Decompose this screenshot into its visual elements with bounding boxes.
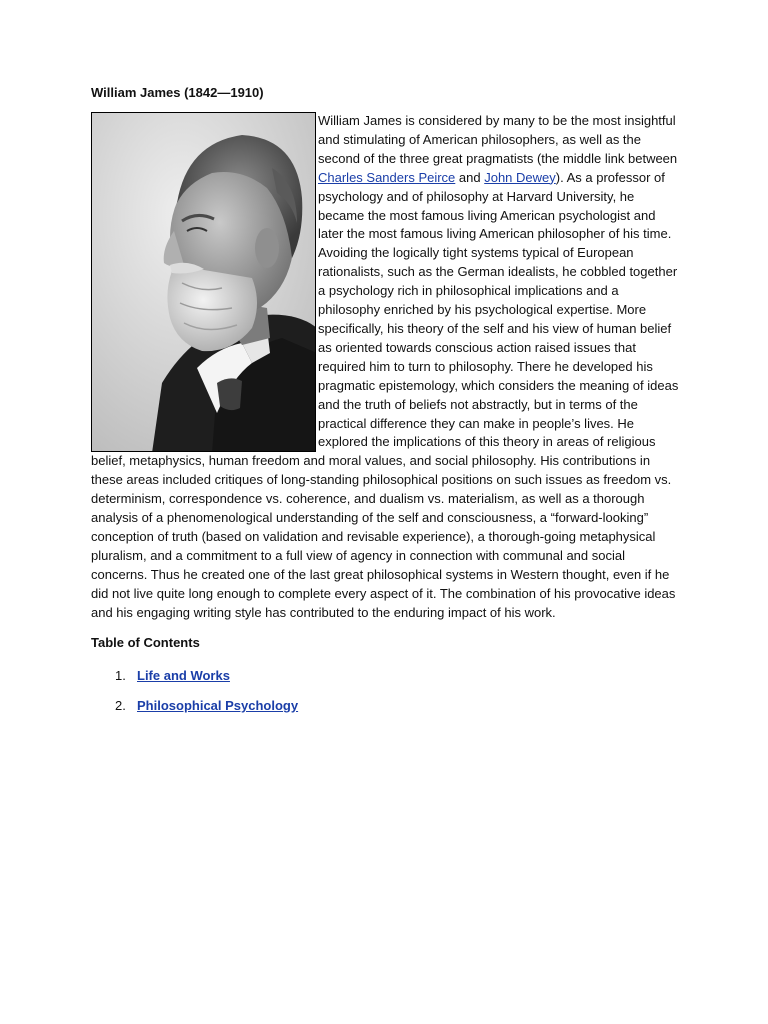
intro-section (91, 112, 681, 622)
document-title: William James (1842—1910) (91, 85, 264, 100)
toc-item-number: 1. (115, 668, 126, 684)
intro-text-2: and (455, 169, 485, 185)
table-of-contents (91, 667, 681, 715)
portrait-image (91, 112, 316, 452)
link-charles-sanders-peirce[interactable]: Charles Sanders Peirce (318, 169, 456, 185)
toc-link-philosophical-psychology[interactable]: Philosophical Psychology (137, 698, 299, 714)
intro-text-1: William James is considered by many to be the most insightful and stimulating of American philosophers, as well as the second of the three great pragmatists (the middle link between (318, 113, 678, 166)
toc-heading: Table of Contents (91, 635, 200, 651)
intro-text-3: ). As a professor of psychology and of philosophy at Harvard University, he became the most famous living American psychologist and later the most famous living American philosopher of his time. Avoiding the logically tight systems typical of European rationalists, such as the German idealists, he cobbled together a psychology rich in philosophical implications and a philosophy enriched by his psychological expertise. More specifically, his theory of the self and his view of human belief as oriented towards conscious action raised issues that required him to turn to philosophy. There he developed his pragmatic epistemology, which considers the meaning of ideas and the truth of beliefs not abstractly, but in terms of the practical difference they can make in people’s lives. He explored the implications of this theory in areas of religious belief, metaphysics, human freedom and moral values, and social philosophy. His contributions in these areas included critiques of long-standing philosophical positions on such issues as freedom vs. determinism, correspondence vs. coherence, and dualism vs. materialism, as well as a thorough analysis of a phenomenological understanding of the self and consciousness, a “forward-looking” conception of truth (based on validation and revisable experience), a thorough-going metaphysical pluralism, and a commitment to a full view of agency in connection with communal and social concerns. Thus he created one of the last great philosophical systems in Western thought, even if he did not live quite long enough to complete every aspect of it. The combination of his provocative ideas and his engaging writing style has contributed to the enduring impact of his work. (91, 169, 679, 620)
toc-link-life-and-works[interactable]: Life and Works (137, 668, 230, 684)
document-page (91, 84, 681, 727)
toc-item-number: 2. (115, 698, 126, 714)
toc-item-philosophical-psychology (115, 697, 681, 715)
link-john-dewey[interactable]: John Dewey (484, 169, 556, 185)
toc-item-life-and-works (115, 667, 681, 685)
